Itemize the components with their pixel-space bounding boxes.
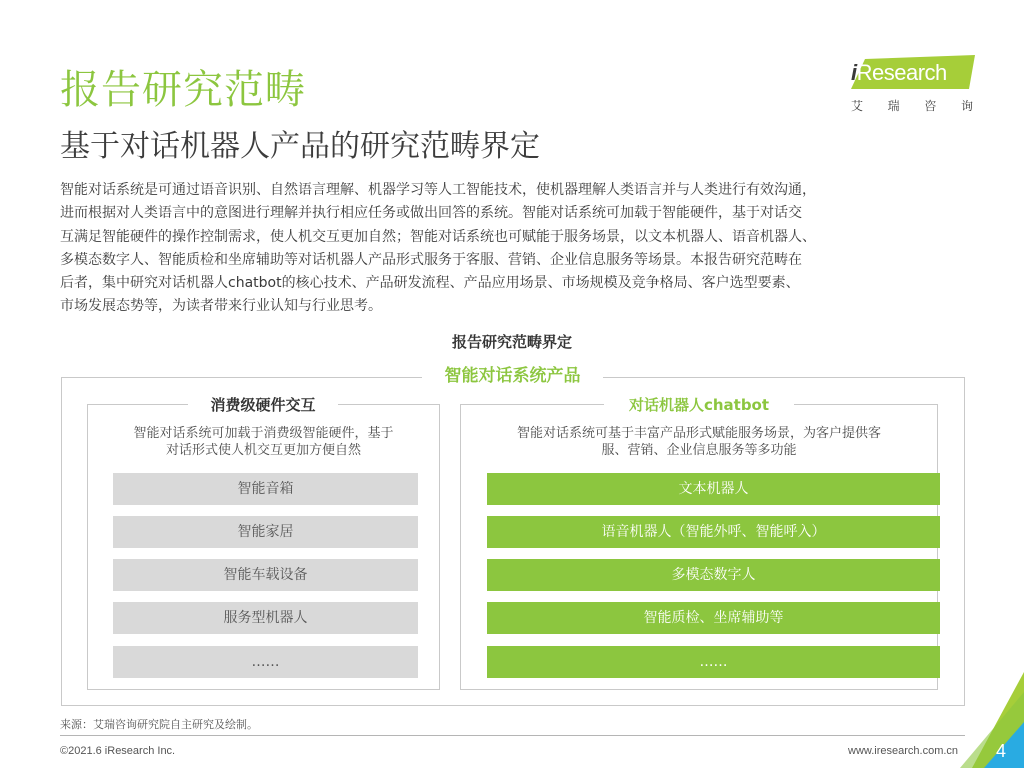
panel-label-chatbot: 对话机器人chatbot bbox=[604, 392, 794, 418]
item-more-ellipsis: …… bbox=[487, 646, 940, 678]
page-number: 4 bbox=[996, 741, 1007, 761]
item-quality-inspection: 智能质检、坐席辅助等 bbox=[487, 602, 940, 634]
item-text-bot: 文本机器人 bbox=[487, 473, 940, 505]
item-smart-vehicle-device: 智能车载设备 bbox=[113, 559, 418, 591]
logo-wordmark: iResearch bbox=[851, 60, 947, 85]
item-voice-bot: 语音机器人（智能外呼、智能呼入） bbox=[487, 516, 940, 548]
logo-chinese-name: 艾 瑞 咨 询 bbox=[851, 99, 973, 113]
intro-line: 多模态数字人、智能质检和坐席辅助等对话机器人产品形式服务于客服、营销、企业信息服务等场景。本报告研究范畴在 bbox=[60, 251, 802, 268]
panel-description-chatbot: 智能对话系统可基于丰富产品形式赋能服务场景，为客户提供客 服、营销、企业信息服务等多功能 bbox=[516, 426, 881, 458]
diagram-root-label: 智能对话系统产品 bbox=[422, 362, 603, 390]
intro-line: 市场发展态势等，为读者带来行业认知与行业思考。 bbox=[60, 298, 382, 315]
page-subtitle: 基于对话机器人产品的研究范畴界定 bbox=[60, 129, 540, 164]
copyright: ©2021.6 iResearch Inc. bbox=[60, 745, 176, 757]
intro-line: 进而根据对人类语言中的意图进行理解并执行相应任务或做出回答的系统。智能对话系统可加载于智能硬件，基于对话交 bbox=[60, 205, 802, 222]
website-link[interactable]: www.iresearch.com.cn bbox=[848, 745, 959, 757]
panel-label-consumer-hardware: 消费级硬件交互 bbox=[188, 392, 338, 418]
item-more-ellipsis: …… bbox=[113, 646, 418, 678]
diagram-title: 报告研究范畴界定 bbox=[451, 333, 572, 351]
intro-line: 智能对话系统是可通过语音识别、自然语言理解、机器学习等人工智能技术，使机器理解人类语言并与人类进行有效沟通， bbox=[60, 182, 816, 198]
corner-decoration bbox=[954, 672, 1024, 768]
item-smart-home: 智能家居 bbox=[113, 516, 418, 548]
panel-description-consumer-hardware: 智能对话系统可加载于消费级智能硬件，基于 对话形式使人机交互更加方便自然 bbox=[133, 426, 394, 458]
source-note: 来源：艾瑞咨询研究院自主研究及绘制。 bbox=[60, 718, 258, 731]
item-multimodal-digital-human: 多模态数字人 bbox=[487, 559, 940, 591]
item-smart-speaker: 智能音箱 bbox=[113, 473, 418, 505]
iresearch-logo bbox=[843, 55, 973, 117]
item-service-robot: 服务型机器人 bbox=[113, 602, 418, 634]
intro-line: 后者，集中研究对话机器人chatbot的核心技术、产品研发流程、产品应用场景、市场规模及竞争格局、客户选型要素、 bbox=[60, 275, 800, 292]
intro-paragraph bbox=[60, 179, 990, 319]
intro-line: 互满足智能硬件的操作控制需求，使人机交互更加自然；智能对话系统也可赋能于服务场景，以文本机器人、语音机器人、 bbox=[60, 228, 816, 245]
footer-divider bbox=[60, 735, 965, 736]
page-title: 报告研究范畴 bbox=[60, 67, 306, 113]
